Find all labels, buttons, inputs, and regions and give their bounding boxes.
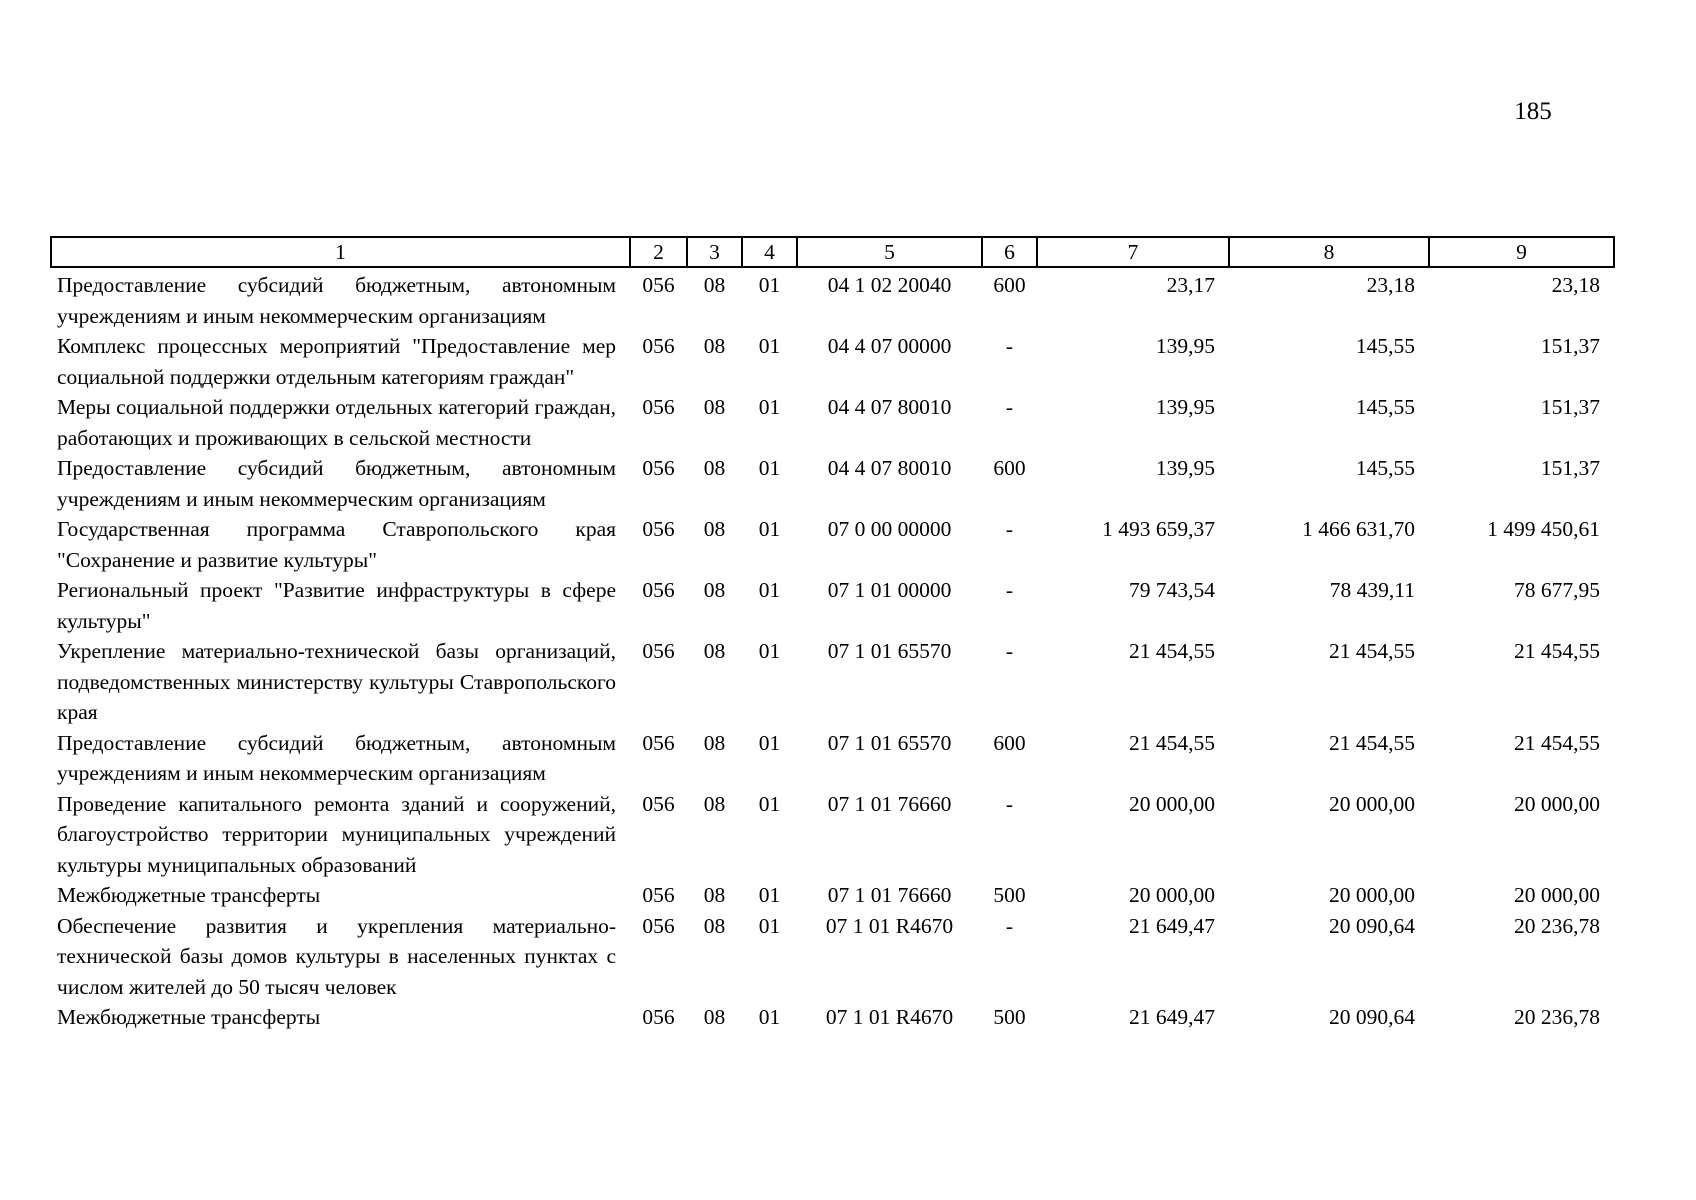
code-3: 08 — [703, 395, 726, 419]
table-row — [51, 392, 1614, 453]
code-5: 07 1 01 R4670 — [825, 913, 954, 938]
code-4: 01 — [758, 334, 781, 358]
code-3: 08 — [703, 578, 726, 602]
code-2: 056 — [642, 334, 675, 358]
code-2: 056 — [642, 913, 675, 938]
amount-8: 20 090,64 — [1329, 913, 1415, 938]
amount-8: 21 454,55 — [1329, 730, 1415, 755]
amount-9: 20 000,00 — [1514, 791, 1600, 816]
row-name: Государственная программа Ставропольского края "Сохранение и развитие культуры" — [57, 517, 616, 572]
code-6: 500 — [993, 1005, 1026, 1029]
amount-7: 139,95 — [1155, 334, 1215, 358]
amount-9: 151,37 — [1540, 334, 1600, 358]
budget-table — [50, 236, 1615, 1033]
column-header: 6 — [982, 237, 1037, 267]
code-5: 04 4 07 00000 — [827, 334, 952, 358]
table-row — [51, 911, 1614, 1003]
row-name: Межбюджетные трансферты — [57, 1005, 321, 1029]
column-header: 1 — [51, 237, 630, 267]
code-6: - — [1005, 395, 1014, 419]
code-3: 08 — [703, 456, 726, 480]
code-2: 056 — [642, 273, 675, 297]
code-5: 04 4 07 80010 — [827, 395, 952, 419]
code-2: 056 — [642, 395, 675, 419]
amount-7: 20 000,00 — [1129, 883, 1215, 907]
column-header: 2 — [630, 237, 687, 267]
amount-7: 21 454,55 — [1129, 639, 1215, 663]
code-4: 01 — [758, 456, 781, 480]
row-name: Предоставление субсидий бюджетным, автономным учреждениям и иным некоммерческим организациям — [57, 730, 616, 785]
code-3: 08 — [703, 883, 726, 907]
code-6: - — [1005, 578, 1014, 602]
amount-8: 145,55 — [1355, 334, 1415, 358]
column-header: 4 — [742, 237, 797, 267]
code-2: 056 — [642, 639, 675, 663]
code-2: 056 — [642, 1005, 675, 1029]
code-2: 056 — [642, 883, 675, 907]
code-3: 08 — [703, 334, 726, 358]
column-header: 7 — [1037, 237, 1229, 267]
amount-8: 1 466 631,70 — [1302, 517, 1415, 541]
table-body — [51, 267, 1614, 1033]
code-4: 01 — [758, 517, 781, 541]
code-2: 056 — [642, 730, 675, 755]
amount-7: 23,17 — [1166, 273, 1215, 297]
amount-9: 151,37 — [1540, 395, 1600, 419]
code-3: 08 — [703, 273, 726, 297]
row-name: Укрепление материально-технической базы организаций, подведомственных министерству культуры Ставропольского края — [57, 639, 616, 724]
row-name: Предоставление субсидий бюджетным, автономным учреждениям и иным некоммерческим организациям — [57, 273, 616, 328]
amount-8: 78 439,11 — [1329, 578, 1415, 602]
amount-8: 145,55 — [1355, 395, 1415, 419]
code-5: 07 1 01 76660 — [827, 883, 952, 907]
code-5: 04 4 07 80010 — [827, 456, 952, 480]
page-number: 185 — [1514, 98, 1552, 125]
amount-9: 151,37 — [1540, 456, 1600, 480]
amount-9: 1 499 450,61 — [1487, 517, 1600, 541]
amount-8: 145,55 — [1355, 456, 1415, 480]
amount-7: 1 493 659,37 — [1102, 517, 1215, 541]
code-4: 01 — [758, 578, 781, 602]
amount-8: 23,18 — [1366, 273, 1415, 297]
code-5: 07 1 01 65570 — [827, 639, 952, 663]
column-header: 5 — [797, 237, 982, 267]
amount-8: 20 090,64 — [1329, 1005, 1415, 1029]
code-4: 01 — [758, 273, 781, 297]
code-2: 056 — [642, 456, 675, 480]
amount-9: 20 236,78 — [1514, 913, 1600, 938]
row-name: Комплекс процессных мероприятий "Предоставление мер социальной поддержки отдельным категориям граждан" — [57, 334, 616, 389]
amount-7: 21 454,55 — [1129, 730, 1215, 755]
code-3: 08 — [703, 1005, 726, 1029]
amount-9: 20 000,00 — [1514, 883, 1600, 907]
code-5: 07 1 01 76660 — [827, 791, 952, 816]
code-3: 08 — [703, 791, 726, 816]
table-row — [51, 575, 1614, 636]
row-name: Предоставление субсидий бюджетным, автономным учреждениям и иным некоммерческим организациям — [57, 456, 616, 511]
table-row — [51, 331, 1614, 392]
row-name: Межбюджетные трансферты — [57, 883, 321, 907]
code-3: 08 — [703, 730, 726, 755]
code-5: 07 1 01 65570 — [827, 730, 952, 755]
code-2: 056 — [642, 578, 675, 602]
amount-7: 139,95 — [1155, 456, 1215, 480]
amount-7: 139,95 — [1155, 395, 1215, 419]
code-6: - — [1005, 639, 1014, 663]
amount-8: 20 000,00 — [1329, 883, 1415, 907]
row-name: Обеспечение развития и укрепления материально-технической базы домов культуры в населенных пунктах с числом жителей до 50 тысяч человек — [57, 913, 616, 999]
table-row — [51, 789, 1614, 881]
code-4: 01 — [758, 791, 781, 816]
code-6: - — [1005, 334, 1014, 358]
code-4: 01 — [758, 883, 781, 907]
code-6: 600 — [993, 730, 1026, 755]
column-header: 3 — [687, 237, 742, 267]
amount-7: 79 743,54 — [1129, 578, 1215, 602]
amount-9: 78 677,95 — [1514, 578, 1600, 602]
row-name: Проведение капитального ремонта зданий и сооружений, благоустройство территории муниципальных учреждений культуры муниципальных образований — [57, 791, 616, 877]
amount-7: 21 649,47 — [1129, 1005, 1215, 1029]
code-2: 056 — [642, 791, 675, 816]
amount-9: 21 454,55 — [1514, 639, 1600, 663]
code-4: 01 — [758, 1005, 781, 1029]
code-4: 01 — [758, 913, 781, 938]
table-row — [51, 636, 1614, 728]
column-header: 9 — [1429, 237, 1614, 267]
table-row — [51, 514, 1614, 575]
code-2: 056 — [642, 517, 675, 541]
code-5: 04 1 02 20040 — [827, 273, 952, 297]
code-6: 600 — [993, 273, 1026, 297]
code-6: 600 — [993, 456, 1026, 480]
table-row — [51, 267, 1614, 331]
amount-8: 20 000,00 — [1329, 791, 1415, 816]
table-row — [51, 728, 1614, 789]
code-5: 07 1 01 00000 — [827, 578, 952, 602]
column-header: 8 — [1229, 237, 1429, 267]
code-3: 08 — [703, 517, 726, 541]
row-name: Меры социальной поддержки отдельных категорий граждан, работающих и проживающих в сельской местности — [57, 395, 616, 450]
code-6: - — [1005, 517, 1014, 541]
amount-7: 21 649,47 — [1129, 913, 1215, 938]
code-5: 07 1 01 R4670 — [825, 1005, 954, 1029]
amount-7: 20 000,00 — [1129, 791, 1215, 816]
header-row — [51, 237, 1614, 267]
code-3: 08 — [703, 639, 726, 663]
code-3: 08 — [703, 913, 726, 938]
code-5: 07 0 00 00000 — [827, 517, 952, 541]
amount-8: 21 454,55 — [1329, 639, 1415, 663]
code-4: 01 — [758, 639, 781, 663]
row-name: Региональный проект "Развитие инфраструктуры в сфере культуры" — [57, 578, 616, 633]
code-6: 500 — [993, 883, 1026, 907]
code-6: - — [1005, 791, 1014, 816]
amount-9: 20 236,78 — [1514, 1005, 1600, 1029]
amount-9: 23,18 — [1551, 273, 1600, 297]
table-row — [51, 1002, 1614, 1033]
code-4: 01 — [758, 730, 781, 755]
table-row — [51, 453, 1614, 514]
table-row — [51, 880, 1614, 911]
code-4: 01 — [758, 395, 781, 419]
code-6: - — [1005, 913, 1014, 938]
amount-9: 21 454,55 — [1514, 730, 1600, 755]
